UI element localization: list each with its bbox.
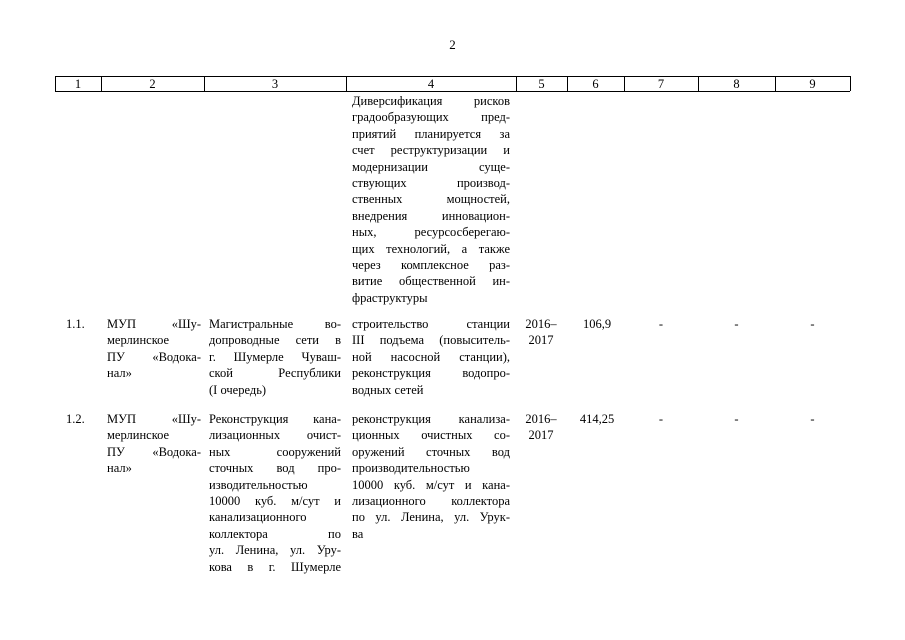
text-line: мерлинское	[107, 428, 170, 443]
text-line: г. Шумерле Чуваш-	[209, 349, 341, 364]
text-line: фраструктуры	[352, 290, 428, 305]
organization-cell	[107, 316, 201, 382]
text-line: 10000 куб. м/сут и	[209, 494, 341, 509]
text-line: приятий планируется за	[352, 126, 510, 141]
text-line: градообразующих пред-	[352, 110, 510, 125]
col8-cell: -	[734, 317, 739, 331]
header-bottom-rule	[55, 91, 850, 92]
text-line: ской Республики	[209, 366, 341, 381]
text-line: допроводные сети в	[209, 333, 341, 348]
column-header-3: 3	[271, 77, 279, 91]
text-line: ных, ресурсосберегаю-	[352, 225, 510, 240]
period-cell	[518, 316, 564, 349]
text-line: МУП «Шу-	[107, 412, 201, 426]
work-description-cell	[352, 411, 510, 542]
text-line: модернизации суще-	[352, 159, 510, 174]
object-cell	[209, 316, 341, 398]
amount-cell: 414,25	[579, 412, 615, 426]
text-line: водных сетей	[352, 382, 424, 397]
column-header-6: 6	[592, 77, 599, 91]
organization-cell	[107, 411, 201, 477]
column-header-7: 7	[657, 77, 665, 91]
column-header-9: 9	[809, 77, 816, 91]
text-line: мерлинское	[107, 333, 170, 348]
text-line: лизационных очист-	[209, 428, 341, 443]
text-line: коллектора по	[209, 526, 341, 541]
text-line: 10000 куб. м/сут и кана-	[352, 477, 510, 492]
text-line: внедрения инновацион-	[352, 208, 510, 223]
text-line: сточных вод про-	[209, 461, 341, 476]
text-line: щих технологий, а также	[352, 241, 510, 256]
text-line: кова в г. Шумерле	[209, 559, 341, 574]
object-cell	[209, 411, 341, 575]
work-description-cell	[352, 316, 510, 398]
text-line: строительство станции	[352, 317, 510, 331]
text-line: III подъема (повыситель-	[352, 333, 510, 348]
text-line: ПУ «Водока-	[107, 444, 201, 459]
text-line: реконструкция водопро-	[352, 366, 510, 381]
text-line: канализационного	[209, 510, 307, 525]
text-line: ной насосной станции),	[352, 349, 510, 364]
text-line: нал»	[107, 461, 132, 476]
text-line: по ул. Ленина, ул. Урук-	[352, 510, 510, 525]
col8-cell: -	[734, 412, 739, 426]
continuation-description	[352, 93, 510, 306]
text-line: ционных очистных со-	[352, 428, 510, 443]
column-header-8: 8	[733, 77, 740, 91]
amount-cell: 106,9	[582, 317, 612, 331]
header-col-divider	[850, 76, 851, 91]
text-line: ПУ «Водока-	[107, 349, 201, 364]
text-line: производительностью	[352, 461, 470, 476]
col9-cell: -	[810, 317, 815, 331]
text-line: реконструкция канализа-	[352, 412, 510, 426]
text-line: витие общественной ин-	[352, 274, 510, 289]
text-line: МУП «Шу-	[107, 317, 201, 331]
text-line: 2016–	[525, 412, 557, 426]
text-line: лизационного коллектора	[352, 494, 510, 509]
text-line: Диверсификация рисков	[352, 94, 510, 108]
text-line: ственных мощностей,	[352, 192, 510, 207]
col7-cell: -	[658, 412, 664, 426]
text-line: через комплексное раз-	[352, 258, 510, 273]
text-line: оружений сточных вод	[352, 444, 510, 459]
text-line: счет реструктуризации и	[352, 143, 510, 158]
text-line: ствующих производ-	[352, 176, 510, 191]
text-line: нал»	[107, 366, 132, 381]
text-line: 2017	[528, 333, 554, 348]
text-line: (I очередь)	[209, 382, 267, 397]
page-number: 2	[449, 37, 456, 52]
text-line: 2017	[528, 428, 554, 443]
text-line: 2016–	[525, 317, 557, 331]
text-line: ва	[352, 526, 364, 541]
column-header-2: 2	[149, 77, 156, 91]
row-number: 1.1.	[66, 317, 85, 331]
col9-cell: -	[810, 412, 815, 426]
column-header-4: 4	[427, 77, 435, 91]
text-line: ных сооружений	[209, 444, 341, 459]
col7-cell: -	[658, 317, 664, 331]
text-line: Магистральные во-	[209, 317, 341, 331]
column-header-5: 5	[538, 77, 545, 91]
row-number: 1.2.	[66, 412, 85, 426]
period-cell	[518, 411, 564, 444]
text-line: Реконструкция кана-	[209, 412, 341, 426]
text-line: изводительностью	[209, 477, 308, 492]
column-header-1: 1	[74, 77, 82, 91]
text-line: ул. Ленина, ул. Уру-	[209, 543, 341, 558]
